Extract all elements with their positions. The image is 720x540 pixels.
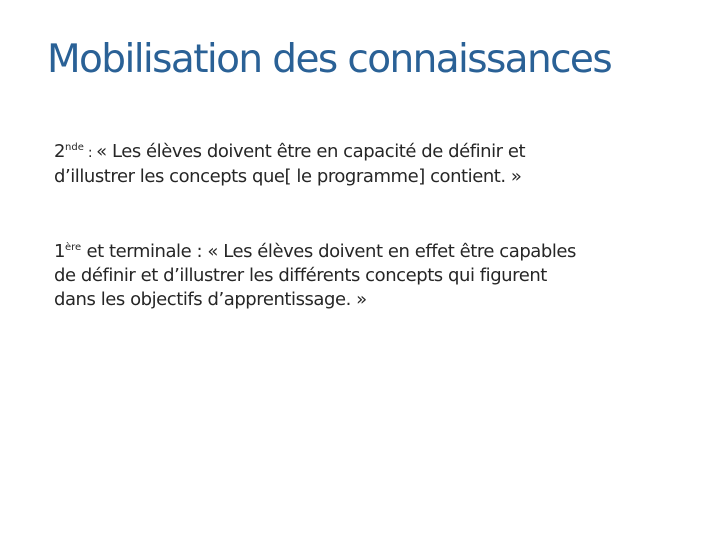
- paragraph-seconde: [54, 136, 684, 189]
- paragraph-premiere-terminale: [54, 236, 684, 312]
- quote-line-3: dans les objectifs d’apprentissage. »: [54, 289, 367, 310]
- separator: :: [83, 145, 97, 161]
- level-superscript: ère: [65, 242, 82, 253]
- paragraph-premiere-line-1: [54, 236, 684, 264]
- paragraph-seconde-line-1: [54, 136, 684, 165]
- quote-line-2: de définir et d’illustrer les différents concepts qui figurent: [54, 265, 547, 286]
- quote-line-1: et terminale : « Les élèves doivent en effet être capables: [81, 241, 576, 262]
- level-number: 1: [54, 241, 66, 262]
- slide-title: Mobilisation des connaissances: [47, 37, 612, 82]
- quote-line-1: « Les élèves doivent être en capacité de définir et: [96, 141, 526, 162]
- level-number: 2: [54, 141, 66, 162]
- quote-line-2: d’illustrer les concepts que[ le programme] contient. »: [54, 166, 522, 187]
- level-superscript: nde: [65, 142, 84, 153]
